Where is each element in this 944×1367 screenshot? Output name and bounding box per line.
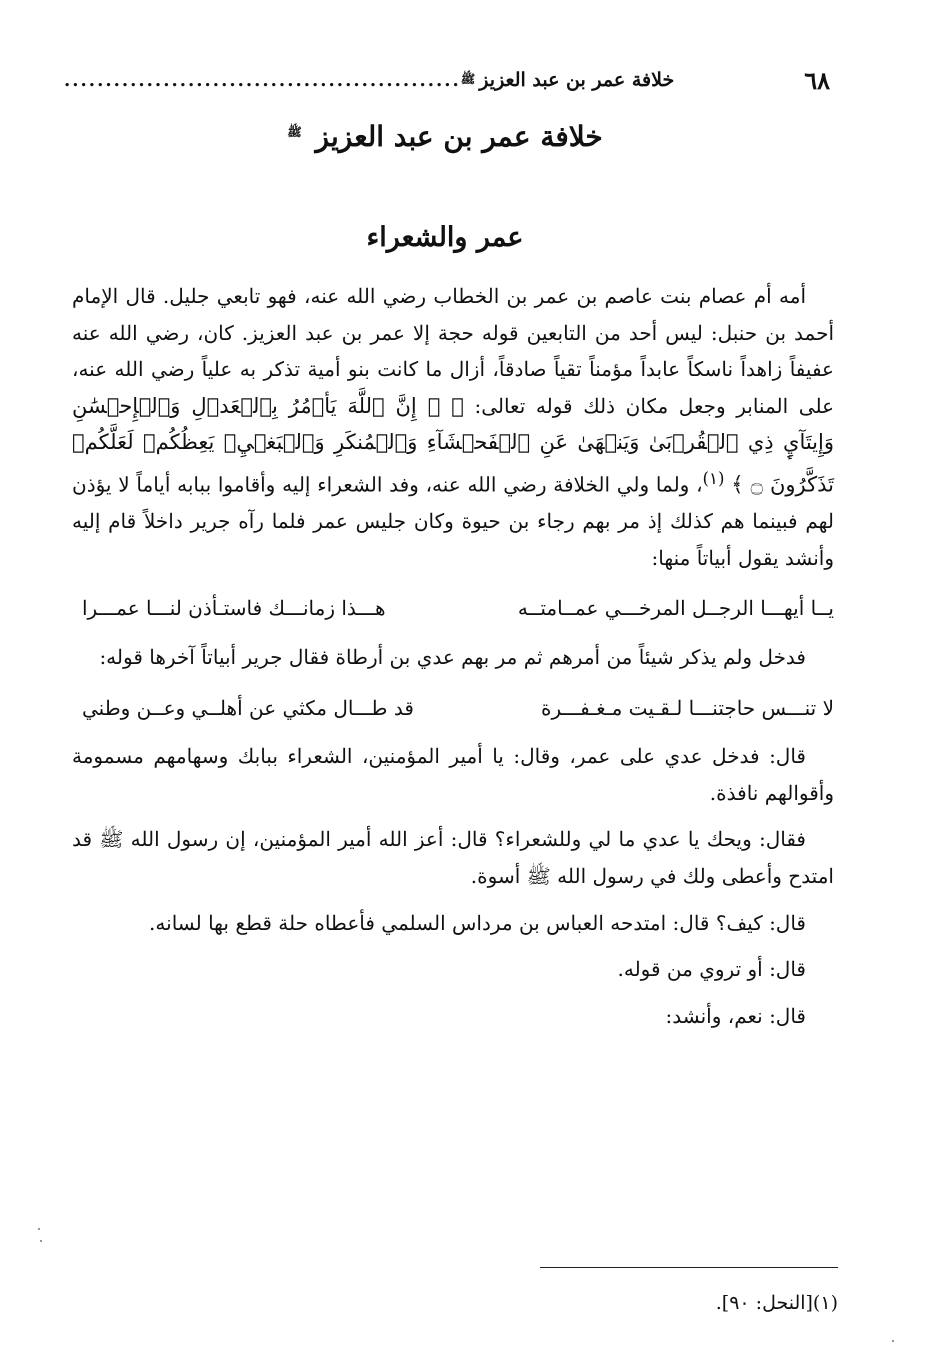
paragraph-5: قال: كيف؟ قال: امتدحه العباس بن مرداس السلمي فأعطاه حلة قطع بها لسانه. [149, 910, 806, 935]
paragraph-2: فدخل ولم يذكر شيئاً من أمرهم ثم مر بهم عدي بن أرطاة فقال جرير أبياتاً آخرها قوله: [99, 645, 806, 669]
body-text [72, 278, 834, 1034]
poem-verse-1 [72, 590, 834, 627]
poem-verse-2 [72, 690, 834, 727]
chapter-title-text: خلافة عمر بن عبد العزيز [315, 120, 603, 153]
running-title-text: خلافة عمر بن عبد العزيز [479, 69, 675, 91]
paragraph-4: فقال: ويحك يا عدي ما لي وللشعراء؟ قال: أعز الله أمير المؤمنين، إن رسول الله ﷺ قد امتدح وأعطى ولك في رسول الله ﷺ أسوة. [72, 827, 834, 888]
running-title [60, 69, 674, 91]
running-head [60, 60, 830, 100]
verse-2-first-hemistich: لا تنـــس حاجتنـــا لـقـيت مـغـفـــرة [541, 695, 834, 720]
verse-1-first-hemistich: يــا أيهـــا الرجــل المرخـــي عمــامتــه [517, 596, 834, 621]
scan-speck [38, 1228, 40, 1230]
paragraph-1-continuation: ، ولما ولي الخلافة رضي الله عنه، وفد الشعراء إليه وأقاموا ببابه أياماً لا يؤذن لهم فبينما هم كذلك إذ مر بهم رجاء بن حيوة وكان جليس عمر فلما رآه جرير داخلاً قام إليه وأنشد يقول أبياتاً منها: [72, 472, 834, 570]
footnote-reference: (١) [702, 468, 725, 488]
page-number: ٦٨ [804, 65, 830, 95]
paragraph-7: قال: نعم، وأنشد: [665, 1003, 806, 1028]
paragraph-1-text: أمه أم عصام بنت عاصم بن عمر بن الخطاب رضي الله عنه، فهو تابعي جليل. قال الإمام أحمد بن حنبل: ليس أحد من التابعين قوله حجة إلا عمر بن عبد العزيز. كان، رضي الله عنه عفيفاً زاهداً ناسكاً عابداً مؤمناً تقياً صادقاً، أزال ما كانت بنو أمية تذكر به علياً رضي الله عنه، على المنابر وجعل مكان ذلك قوله تعالى: [72, 284, 835, 418]
paragraph-3: قال: فدخل عدي على عمر، وقال: يا أمير المؤمنين، الشعراء ببابك وسهامهم مسمومة وأقوالهم نافذة. [72, 744, 834, 805]
scan-speck [40, 1240, 42, 1242]
paragraph-6: قال: أو تروي من قوله. [617, 957, 806, 982]
quran-verse: ﴿ ۞ إِنَّ ٱللَّهَ يَأۡمُرُ بِٱلۡعَدۡلِ وَٱلۡإِحۡسَٰنِ وَإِيتَآيِٕ ذِي ٱلۡقُرۡبَىٰ وَيَنۡهَىٰ عَنِ ٱلۡفَحۡشَآءِ وَٱلۡمُنكَرِ وَٱلۡبَغۡيِۚ يَعِظُكُمۡ لَعَلَّكُمۡ تَذَكَّرُونَ ۝ ﴾ [72, 393, 835, 497]
footnote-divider [540, 1267, 838, 1268]
verse-1-second-hemistich: هـــذا زمانـــك فاستـأذن لنـــا عمـــرا [82, 596, 386, 621]
verse-2-second-hemistich: قد طـــال مكثي عن أهلــي وعــن وطني [82, 695, 414, 720]
leader-dots: ................................................ [64, 69, 461, 91]
footnote: (١)[النحل: ٩٠]. [715, 1292, 838, 1314]
section-title: عمر والشعراء [366, 222, 524, 253]
chapter-title-honorific: ﷺ [287, 124, 302, 139]
chapter-title [60, 120, 830, 153]
paragraph-1 [72, 278, 834, 576]
honorific-glyph: ﷺ [460, 71, 476, 86]
scan-speck [892, 1340, 894, 1342]
